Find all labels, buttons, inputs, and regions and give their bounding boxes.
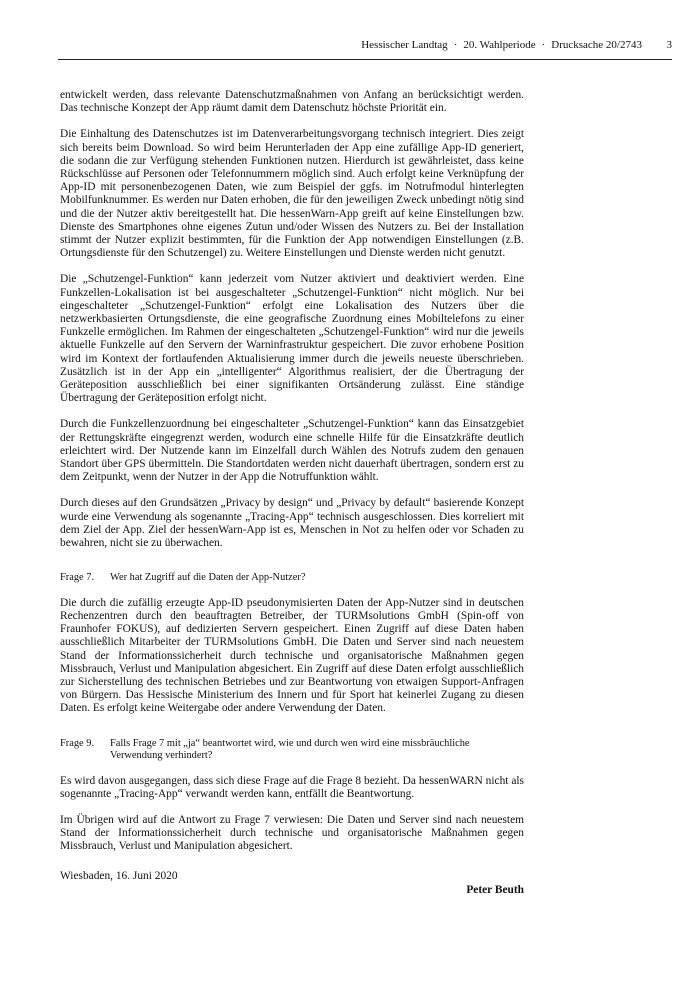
paragraph: Durch die Funkzellenzuordnung bei eingeschalteter „Schutzengel-Funktion“ kann das Einsatzgebiet der Rettungskräfte eingegrenzt werden, wodurch eine schnelle Hilfe für die Einsatzkräfte deutlich erleichtert wird. Der Nutzende kann im Einzelfall durch Wählen des Notrufs zudem den genauen Standort über GPS übermitteln. Die Standortdaten werden nicht dauerhaft übertragen, sondern erst zu dem Zeitpunkt, wenn der Nutzer in der App die Notruffunktion wählt. (60, 418, 524, 484)
document-footer (60, 870, 524, 902)
signature-name: Peter Beuth (466, 883, 524, 896)
paragraph: Die „Schutzengel-Funktion“ kann jederzeit vom Nutzer aktiviert und deaktiviert werden. Eine Funkzellen-Lokalisation ist bei ausgeschalteter „Schutzengel-Funktion“ nicht möglich. Nur bei eingeschalteter „Schutzengel-Funktion“ erfolgt eine Lokalisation des Nutzers über die netzwerkbasierten Ortungsdienste, die eine geografische Zuordnung eines Mobiltelefons zu einer Funkzelle ermöglichen. Im Rahmen der eingeschalteten „Schutzengel-Funktion“ wird nur die jeweils aktuelle Funkzelle auf den Servern der Warninfrastruktur gespeichert. Die zuvor erhobene Position wird im Kontext der fortlaufenden Aktualisierung immer durch die jeweils neueste überschrieben. Zusätzlich ist in der App ein „intelligenter“ Algorithmus realisiert, der die Übertragung der Geräteposition ausschließlich bei einer signifikanten Ortsänderung zulässt. Eine ständige Übertragung der Geräteposition erfolgt nicht. (60, 273, 524, 405)
header-period: 20. Wahlperiode (463, 39, 536, 51)
page-header (58, 38, 672, 54)
answer-paragraph: Es wird davon ausgegangen, dass sich diese Frage auf die Frage 8 bezieht. Da hessenWARN nicht als sogenannte „Tracing-App“ verwandt werden kann, entfällt die Beantwortung. (60, 774, 524, 800)
question-text: Falls Frage 7 mit „ja“ beantwortet wird, wie und durch wen wird eine missbräuchliche Verwendung verhindert? (110, 737, 470, 762)
question-number: Frage 9. (60, 737, 95, 749)
question-7 (60, 572, 524, 585)
paragraph: Durch dieses auf den Grundsätzen „Privacy by design“ und „Privacy by default“ basierende Konzept wurde eine Verwendung als sogenannte „Tracing-App“ technisch ausgeschlossen. Dies korreliert mit dem Ziel der App. Ziel der hessenWarn-App ist es, Menschen in Not zu helfen oder vor Schaden zu bewahren, nicht sie zu überwachen. (60, 497, 524, 550)
question-9 (60, 738, 524, 763)
paragraph: entwickelt werden, dass relevante Datenschutzmaßnahmen von Anfang an berücksichtigt werden. Das technische Konzept der App räumt damit dem Datenschutz höchste Priorität ein. (60, 89, 524, 115)
header-document-number: Drucksache 20/2743 (551, 39, 642, 51)
document-body (60, 89, 524, 902)
place-date: Wiesbaden, 16. Juni 2020 (60, 869, 178, 882)
paragraph: Die Einhaltung des Datenschutzes ist im Datenverarbeitungsvorgang technisch integriert. Dies zeigt sich bereits beim Download. So wird beim Herunterladen der App eine zufällige App-ID generiert, die sodann die zur Verfügung stehenden Funktionen nutzen. Hierdurch ist gewährleistet, dass keine Rückschlüsse auf Personen oder Telefonnummern möglich sind. Auch erfolgt keine Verknüpfung der App-ID mit personenbezogenen Daten, wie zum Beispiel der ggfs. im Notrufmodul hinterlegten Mobilfunknummer. Es werden nur Daten erhoben, die für den jeweiligen Zweck unbedingt nötig sind und die der Nutzer aktiv bereitgestellt hat. Die hessenWarn-App greift auf keine Einstellungen bzw. Dienste des Smartphones ohne eigenes Zutun und/oder Wissen des Nutzers zu. Bei der Installation stimmt der Nutzer explizit bestimmten, für die Funktion der App notwendigen Einstellungen (z.B. Ortungsdienste für den Schutzengel) zu. Weitere Einstellungen und Dienste werden nicht genutzt. (60, 128, 524, 260)
header-rule (58, 59, 672, 60)
answer-paragraph: Im Übrigen wird auf die Antwort zu Frage 7 verwiesen: Die Daten und Server sind nach neuestem Stand der Informationssicherheit durch technische und organisatorische Maßnahmen gegen Missbrauch, Verlust und Manipulation abgesichert. (60, 814, 524, 853)
question-text: Wer hat Zugriff auf die Daten der App-Nutzer? (110, 572, 306, 584)
header-separator: · (453, 39, 458, 51)
header-info (361, 38, 642, 52)
question-number: Frage 7. (60, 572, 95, 584)
header-parliament: Hessischer Landtag (361, 39, 448, 51)
answer-paragraph: Die durch die zufällig erzeugte App-ID pseudonymisierten Daten der App-Nutzer sind in deutschen Rechenzentren durch den beauftragten Betreiber, der TURMsolutions GmbH (Spin-off von Fraunhofer FOKUS), auf dedizierten Servern gespeichert. Einen Zugriff auf diese Daten haben ausschließlich Mitarbeiter der TURMsolutions GmbH. Die Daten und Server sind nach neuestem Stand der Informationssicherheit durch technische und organisatorische Maßnahmen gegen Missbrauch, Verlust und Manipulation abgesichert. Ein Zugriff auf diese Daten erfolgt ausschließlich zur Sicherstellung des technischen Betriebes und zur Beantwortung von etwaigen Support-Anfragen von Bürgern. Das Hessische Ministerium des Innern und für Sport hat keinerlei Zugang zu diesen Daten. Es erfolgt keine Weitergabe oder andere Verwendung der Daten. (60, 596, 524, 715)
header-separator: · (541, 39, 546, 51)
page-number: 3 (666, 39, 672, 51)
